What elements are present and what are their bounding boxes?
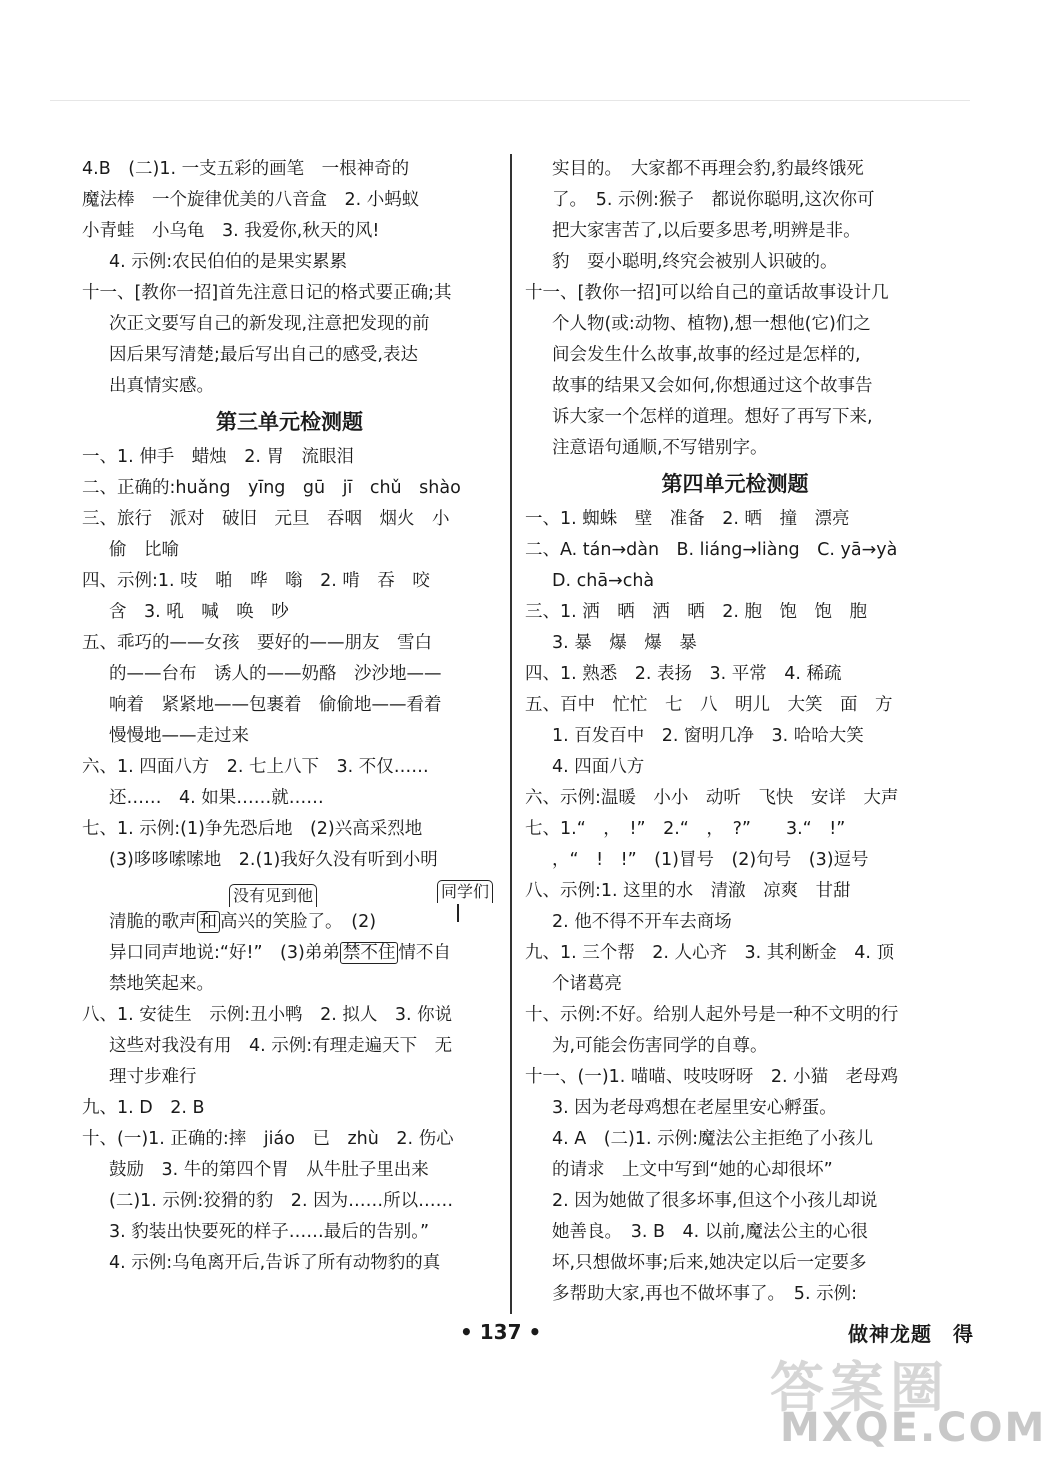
insert-mark: 同学们 (437, 880, 493, 903)
text-line: 三、旅行 派对 破旧 元旦 吞咽 烟火 小 (82, 509, 450, 529)
text-line: 二、正确的:huǎng yīng gū jī chǔ shào (82, 478, 461, 498)
text-line: 一、1. 伸手 蜡烛 2. 胃 流眼泪 (82, 447, 355, 467)
text-line: 3. 因为老母鸡想在老屋里安心孵蛋。 (552, 1098, 837, 1118)
text-fragment: 情不自 (398, 943, 451, 963)
text-line: 豹 耍小聪明,终究会被别人识破的。 (552, 252, 838, 272)
text-fragment: 高兴的笑脸了。 (2) (220, 912, 377, 932)
top-rule (50, 100, 970, 101)
text-line: 坏,只想做坏事;后来,她决定以后一定要多 (552, 1253, 867, 1273)
text-line: 偷 比喻 (109, 540, 179, 560)
right-column (525, 154, 945, 1310)
text-line: 十、示例:不好。给别人起外号是一种不文明的行 (525, 1005, 899, 1025)
correction-line (82, 876, 497, 938)
text-line: (3)哆哆嗦嗦地 2.(1)我好久没有听到小明 (109, 850, 438, 870)
text-line: 响着 紧紧地——包裹着 偷偷地——看着 (109, 695, 442, 715)
left-column (82, 154, 497, 1279)
text-line: 的请求 上文中写到“她的心却很坏” (552, 1160, 833, 1180)
text-line: 七、1. 示例:(1)争先恐后地 (2)兴高采烈地 (82, 819, 423, 839)
insert-arrow (457, 904, 459, 922)
text-line: 魔法棒 一个旋律优美的八音盒 2. 小蚂蚁 (82, 190, 420, 210)
watermark-logo: 答案圈 (770, 1356, 950, 1419)
section-title-unit3: 第三单元检测题 (216, 410, 363, 434)
boxed-word: 和 (197, 911, 221, 933)
text-line: 十一、[教你一招]首先注意日记的格式要正确;其 (82, 283, 452, 303)
text-line: 个人物(或:动物、植物),想一想他(它)们之 (552, 314, 871, 334)
text-line (82, 938, 497, 969)
text-line: 间会发生什么故事,故事的经过是怎样的, (552, 345, 861, 365)
text-fragment: 清脆的歌声 (109, 912, 197, 932)
text-line: 八、1. 安徒生 示例:丑小鸭 2. 拟人 3. 你说 (82, 1005, 453, 1025)
text-line: 慢慢地——走过来 (109, 726, 249, 746)
text-line: 禁地笑起来。 (109, 974, 214, 994)
brand-footer: 做神龙题 得 (848, 1322, 974, 1346)
text-line: 实目的。 大家都不再理会豹,豹最终饿死 (552, 159, 864, 179)
page-number: • 137 • (460, 1320, 542, 1344)
text-line: 九、1. 三个帮 2. 人心齐 3. 其利断金 4. 顶 (525, 943, 895, 963)
text-line: 出真情实感。 (109, 376, 214, 396)
text-line: 四、示例:1. 吱 啪 哗 嗡 2. 啃 吞 咬 (82, 571, 430, 591)
text-line: 2. 他不得不开车去商场 (552, 912, 732, 932)
text-line: 六、1. 四面八方 2. 七上八下 3. 不仅…… (82, 757, 429, 777)
text-line: 六、示例:温暖 小小 动听 飞快 安详 大声 (525, 788, 899, 808)
text-line: 九、1. D 2. B (82, 1098, 205, 1118)
text-line: 理寸步难行 (109, 1067, 197, 1087)
text-line: 次正文要写自己的新发现,注意把发现的前 (109, 314, 430, 334)
text-line: 三、1. 洒 晒 洒 晒 2. 胞 饱 饱 胞 (525, 602, 868, 622)
text-line: 二、A. tán→dàn B. liáng→liàng C. yā→yà (525, 540, 898, 560)
text-line: 还…… 4. 如果……就…… (109, 788, 324, 808)
watermark-url: MXQE.COM (780, 1405, 1046, 1451)
insert-mark: 没有见到他 (229, 884, 317, 907)
text-line: ，“ ! !” (1)冒号 (2)句号 (3)逗号 (552, 850, 869, 870)
text-line: 1. 百发百中 2. 窗明几净 3. 哈哈大笑 (552, 726, 864, 746)
text-line: 她善良。 3. B 4. 以前,魔法公主的心很 (552, 1222, 868, 1242)
text-line: 4. 示例:乌龟离开后,告诉了所有动物豹的真 (109, 1253, 441, 1273)
text-line: 因后果写清楚;最后写出自己的感受,表达 (109, 345, 418, 365)
text-line: 八、示例:1. 这里的水 清澈 凉爽 甘甜 (525, 881, 851, 901)
text-line: 的——台布 诱人的——奶酪 沙沙地—— (109, 664, 442, 684)
text-line: 含 3. 吼 喊 唤 吵 (109, 602, 289, 622)
text-line: 五、乖巧的——女孩 要好的——朋友 雪白 (82, 633, 432, 653)
text-line: 为,可能会伤害同学的自尊。 (552, 1036, 768, 1056)
text-line: 十一、(一)1. 喵喵、吱吱呀呀 2. 小猫 老母鸡 (525, 1067, 899, 1087)
text-line: 五、百中 忙忙 七 八 明儿 大笑 面 方 (525, 695, 893, 715)
text-line: 4.B (二)1. 一支五彩的画笔 一根神奇的 (82, 159, 410, 179)
text-line: 十、(一)1. 正确的:摔 jiáo 已 zhù 2. 伤心 (82, 1129, 454, 1149)
column-divider (510, 154, 512, 1314)
text-line: 四、1. 熟悉 2. 表扬 3. 平常 4. 稀疏 (525, 664, 842, 684)
text-line: 一、1. 蜘蛛 壁 准备 2. 晒 撞 漂亮 (525, 509, 850, 529)
text-line: 4. 四面八方 (552, 757, 645, 777)
text-line: 2. 因为她做了很多坏事,但这个小孩儿却说 (552, 1191, 878, 1211)
text-line: 鼓励 3. 牛的第四个胃 从牛肚子里出来 (109, 1160, 429, 1180)
boxed-word: 禁不住 (340, 942, 399, 964)
text-line: 十一、[教你一招]可以给自己的童话故事设计几 (525, 283, 889, 303)
text-line: (二)1. 示例:狡猾的豹 2. 因为……所以…… (109, 1191, 454, 1211)
text-line: 个诸葛亮 (552, 974, 622, 994)
text-line: 诉大家一个怎样的道理。想好了再写下来, (552, 407, 873, 427)
text-line: 注意语句通顺,不写错别字。 (552, 438, 768, 458)
text-line: D. chā→chà (552, 571, 655, 591)
text-fragment: 异口同声地说:“好!” (3)弟弟 (109, 943, 340, 963)
section-title-unit4: 第四单元检测题 (661, 472, 809, 496)
text-line: 这些对我没有用 4. 示例:有理走遍天下 无 (109, 1036, 453, 1056)
text-line: 故事的结果又会如何,你想通过这个故事告 (552, 376, 873, 396)
text-line: 七、1.“ ， !” 2.“ ， ?” 3.“ !” (525, 819, 846, 839)
text-line: 3. 暴 爆 爆 暴 (552, 633, 697, 653)
text-line: 了。 5. 示例:猴子 都说你聪明,这次你可 (552, 190, 875, 210)
text-line: 3. 豹装出快要死的样子……最后的告别。” (109, 1222, 430, 1242)
text-line: 小青蛙 小乌龟 3. 我爱你,秋天的风! (82, 221, 380, 241)
text-line: 多帮助大家,再也不做坏事了。 5. 示例: (552, 1284, 857, 1304)
text-line: 把大家害苦了,以后要多思考,明辨是非。 (552, 221, 861, 241)
text-line: 4. A (二)1. 示例:魔法公主拒绝了小孩儿 (552, 1129, 874, 1149)
text-line: 4. 示例:农民伯伯的是果实累累 (109, 252, 348, 272)
